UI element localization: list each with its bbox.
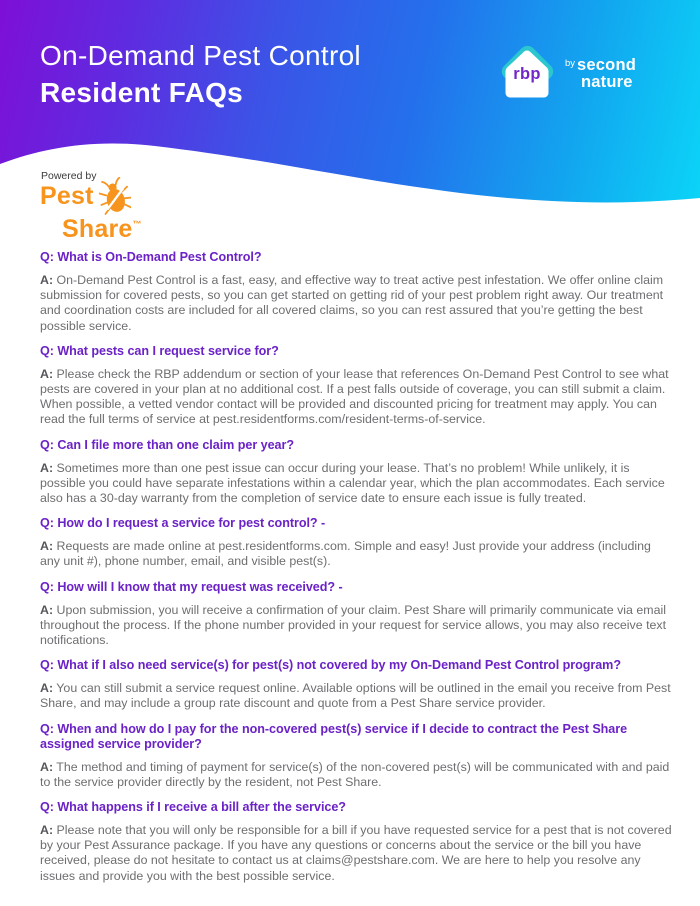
- nature-word: nature: [581, 73, 633, 91]
- faq-answer: [40, 760, 672, 790]
- faq-question: Q: What pests can I request service for?: [40, 343, 279, 358]
- faq-item: [40, 344, 672, 428]
- pest-word: Pest: [40, 182, 94, 210]
- faq-question: Q: What happens if I receive a bill after the service?: [40, 800, 346, 815]
- answer-text: Sometimes more than one pest issue can occur during your lease. That’s no problem! While unlikely, it is possible you could have separate infestations within a calendar year, which the plan accommodates. Each service also has a 30-day warranty from the completion of service date to ensure each issue is fully treated.: [40, 460, 665, 506]
- faq-question: Q: Can I file more than one claim per year?: [40, 437, 294, 452]
- answer-text: The method and timing of payment for service(s) of the non-covered pest(s) will be communicated with and paid to the service provider directly by the resident, not Pest Share.: [40, 759, 670, 789]
- faq-item: [40, 658, 672, 711]
- faq-item: [40, 722, 672, 790]
- faq-question: Q: What if I also need service(s) for pest(s) not covered by my On-Demand Pest Control program?: [40, 658, 621, 673]
- answer-prefix: A:: [40, 366, 54, 381]
- answer-prefix: A:: [40, 681, 54, 696]
- faq-item: [40, 438, 672, 507]
- pest-share-logo: [40, 170, 141, 242]
- answer-text: Please check the RBP addendum or section of your lease that references On-Demand Pest Control to see what pests are covered in your plan at no additional cost. If a pest falls outside of coverage, you can still submit a claim. When possible, a vetted vendor contact will be provided and discounted pricing for treatment may apply. You can read the full terms of service at pest.residentforms.com/resident-terms-of-service.: [40, 366, 669, 427]
- faq-question: Q: What is On-Demand Pest Control?: [40, 250, 262, 264]
- answer-text: You can still submit a service request online. Available options will be outlined in the email you receive from Pest Share, and may include a group rate discount and quote from a Pest Share service provider.: [40, 681, 671, 711]
- faq-question: Q: How will I know that my request was received? -: [40, 579, 343, 594]
- answer-prefix: A:: [40, 823, 54, 838]
- faq-answer: [40, 603, 672, 649]
- rbp-logo-text: rbp: [513, 65, 541, 83]
- faq-item: [40, 516, 672, 569]
- answer-prefix: A:: [40, 539, 54, 554]
- answer-text: Upon submission, you will receive a confirmation of your claim. Pest Share will primarily communicate via email throughout the process. If the phone number provided in your request for service allows, you may also receive text notifications.: [40, 602, 667, 648]
- faq-answer: [40, 461, 672, 507]
- share-word: Share: [62, 215, 133, 243]
- faq-item: [40, 580, 672, 649]
- faq-list: [40, 250, 672, 884]
- powered-by-label: Powered by: [41, 170, 97, 182]
- faq-answer: [40, 823, 672, 884]
- answer-prefix: A:: [40, 759, 54, 774]
- faq-item: [40, 250, 672, 334]
- faq-item: [40, 800, 672, 884]
- by-label: by: [565, 58, 576, 69]
- answer-prefix: A:: [40, 460, 54, 475]
- trademark-symbol: ™: [132, 219, 142, 229]
- faq-question: Q: When and how do I pay for the non-covered pest(s) service if I decide to contract the Pest Share assigned service provider?: [40, 721, 628, 751]
- answer-text: On-Demand Pest Control is a fast, easy, and effective way to treat active pest infestation. We offer online claim submission for covered pests, so you can get started on getting rid of your pest problem right away. Our treatment and coordination costs are included for all covered claims, so you can rest assured that you’re getting the best possible service.: [40, 273, 664, 333]
- page-subtitle: Resident FAQs: [40, 77, 244, 108]
- answer-prefix: A:: [40, 273, 54, 287]
- second-word: second: [577, 56, 637, 74]
- beetle-icon: [99, 177, 131, 217]
- faq-answer: [40, 539, 672, 569]
- answer-prefix: A:: [40, 602, 54, 617]
- faq-answer: [40, 681, 672, 711]
- faq-question: Q: How do I request a service for pest control? -: [40, 516, 326, 531]
- answer-text: Requests are made online at pest.residentforms.com. Simple and easy! Just provide your address (including any unit #), phone number, email, and visible pest(s).: [40, 539, 651, 569]
- faq-answer: [40, 367, 672, 428]
- faq-answer: [40, 273, 672, 334]
- page-title: On-Demand Pest Control: [40, 40, 361, 71]
- answer-text: Please note that you will only be responsible for a bill if you have requested service for a pest that is not covered by your Pest Assurance package. If you have any questions or concerns about the service or the bill you have received, please do not hesitate to contact us at claims@pestshare.com. We are here to help you resolve any issues and provide you with the best possible service.: [40, 823, 672, 883]
